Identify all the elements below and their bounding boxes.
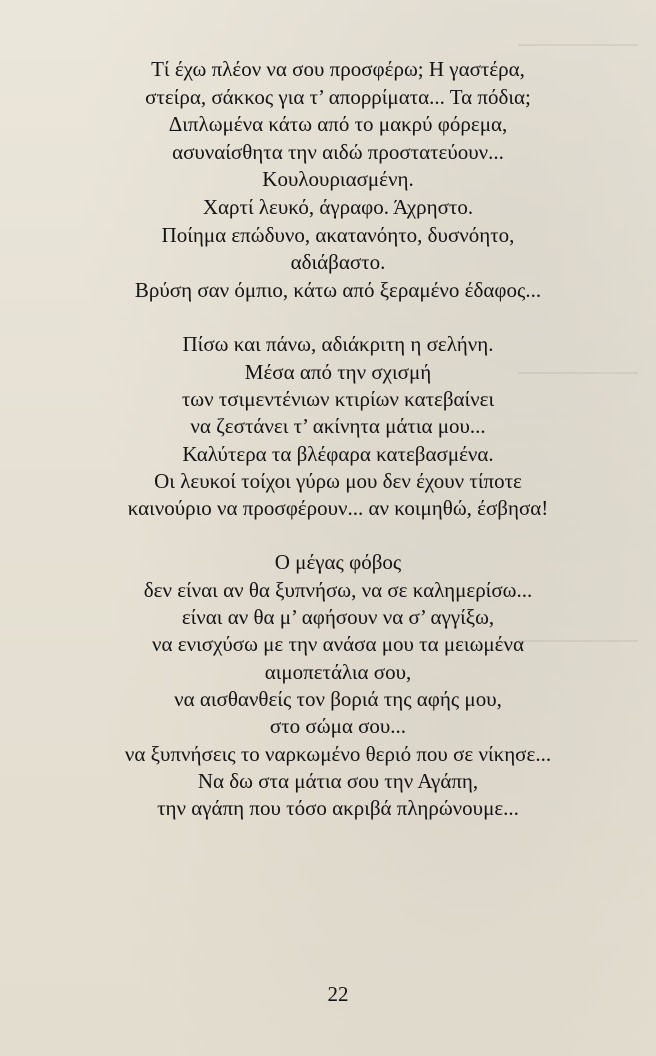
stanza-break: [0, 522, 656, 549]
poem-line: την αγάπη που τόσο ακριβά πληρώνουμε...: [157, 796, 519, 821]
poem-line: των τσιμεντένιων κτιρίων κατεβαίνει: [181, 386, 495, 411]
poem-line: είναι αν θα μ’ αφήσουν να σ’ αγγίξω,: [181, 605, 495, 630]
poem-line: Οι λευκοί τοίχοι γύρω μου δεν έχουν τίποτε: [154, 468, 522, 493]
poem-line: αδιάβαστο.: [290, 250, 386, 275]
poem-line: Κουλουριασμένη.: [262, 167, 414, 192]
poem-line: Τί έχω πλέον να σου προσφέρω; Η γαστέρα,: [151, 57, 525, 81]
show-through-shadow: [518, 372, 638, 374]
poem-line: στο σώμα σου...: [269, 714, 407, 739]
poem-line: δεν είναι αν θα ξυπνήσω, να σε καλημερίσω...: [143, 577, 533, 602]
stanza-1: [0, 56, 656, 304]
poem-line: να ξυπνήσεις το ναρκωμένο θεριό που σε νίκησε...: [124, 741, 552, 766]
poem-line: να ζεστάνει τ’ ακίνητα μάτια μου...: [190, 414, 486, 439]
poem-line: στείρα, σάκκος για τ’ απορρίματα... Τα πόδια;: [145, 84, 531, 109]
show-through-shadow: [518, 44, 638, 46]
poem: [0, 56, 656, 822]
poem-line: αιμοπετάλια σου,: [264, 659, 412, 684]
poem-line: Ποίημα επώδυνο, ακατανόητο, δυσνόητο,: [161, 222, 515, 247]
stanza-2: [0, 331, 656, 522]
poem-line: Διπλωμένα κάτω από το μακρύ φόρεμα,: [168, 112, 508, 137]
stanza-3: [0, 549, 656, 822]
poem-line: Βρύση σαν όμπιο, κάτω από ξεραμένο έδαφος...: [134, 277, 542, 302]
stanza-break: [0, 304, 656, 331]
poem-line: να ενισχύσω με την ανάσα μου τα μειωμένα: [152, 632, 524, 657]
poem-line: Χαρτί λευκό, άγραφο. Άχρηστο.: [202, 194, 474, 219]
poem-line: να αισθανθείς τον βοριά της αφής μου,: [174, 686, 502, 711]
poem-line: Καλύτερα τα βλέφαρα κατεβασμένα.: [182, 441, 494, 466]
poem-line: Ο μέγας φόβος: [274, 550, 402, 575]
poem-line: καινούριο να προσφέρουν... αν κοιμηθώ, έσβησα!: [127, 496, 549, 521]
poem-line: Μέσα από την σχισμή: [244, 359, 432, 384]
show-through-shadow: [518, 640, 638, 642]
page-number: 22: [327, 982, 349, 1006]
poem-line: Πίσω και πάνω, αδιάκριτη η σελήνη.: [182, 332, 494, 357]
poem-line: ασυναίσθητα την αιδώ προστατεύουν...: [172, 139, 504, 164]
poem-line: Να δω στα μάτια σου την Αγάπη,: [197, 768, 479, 793]
